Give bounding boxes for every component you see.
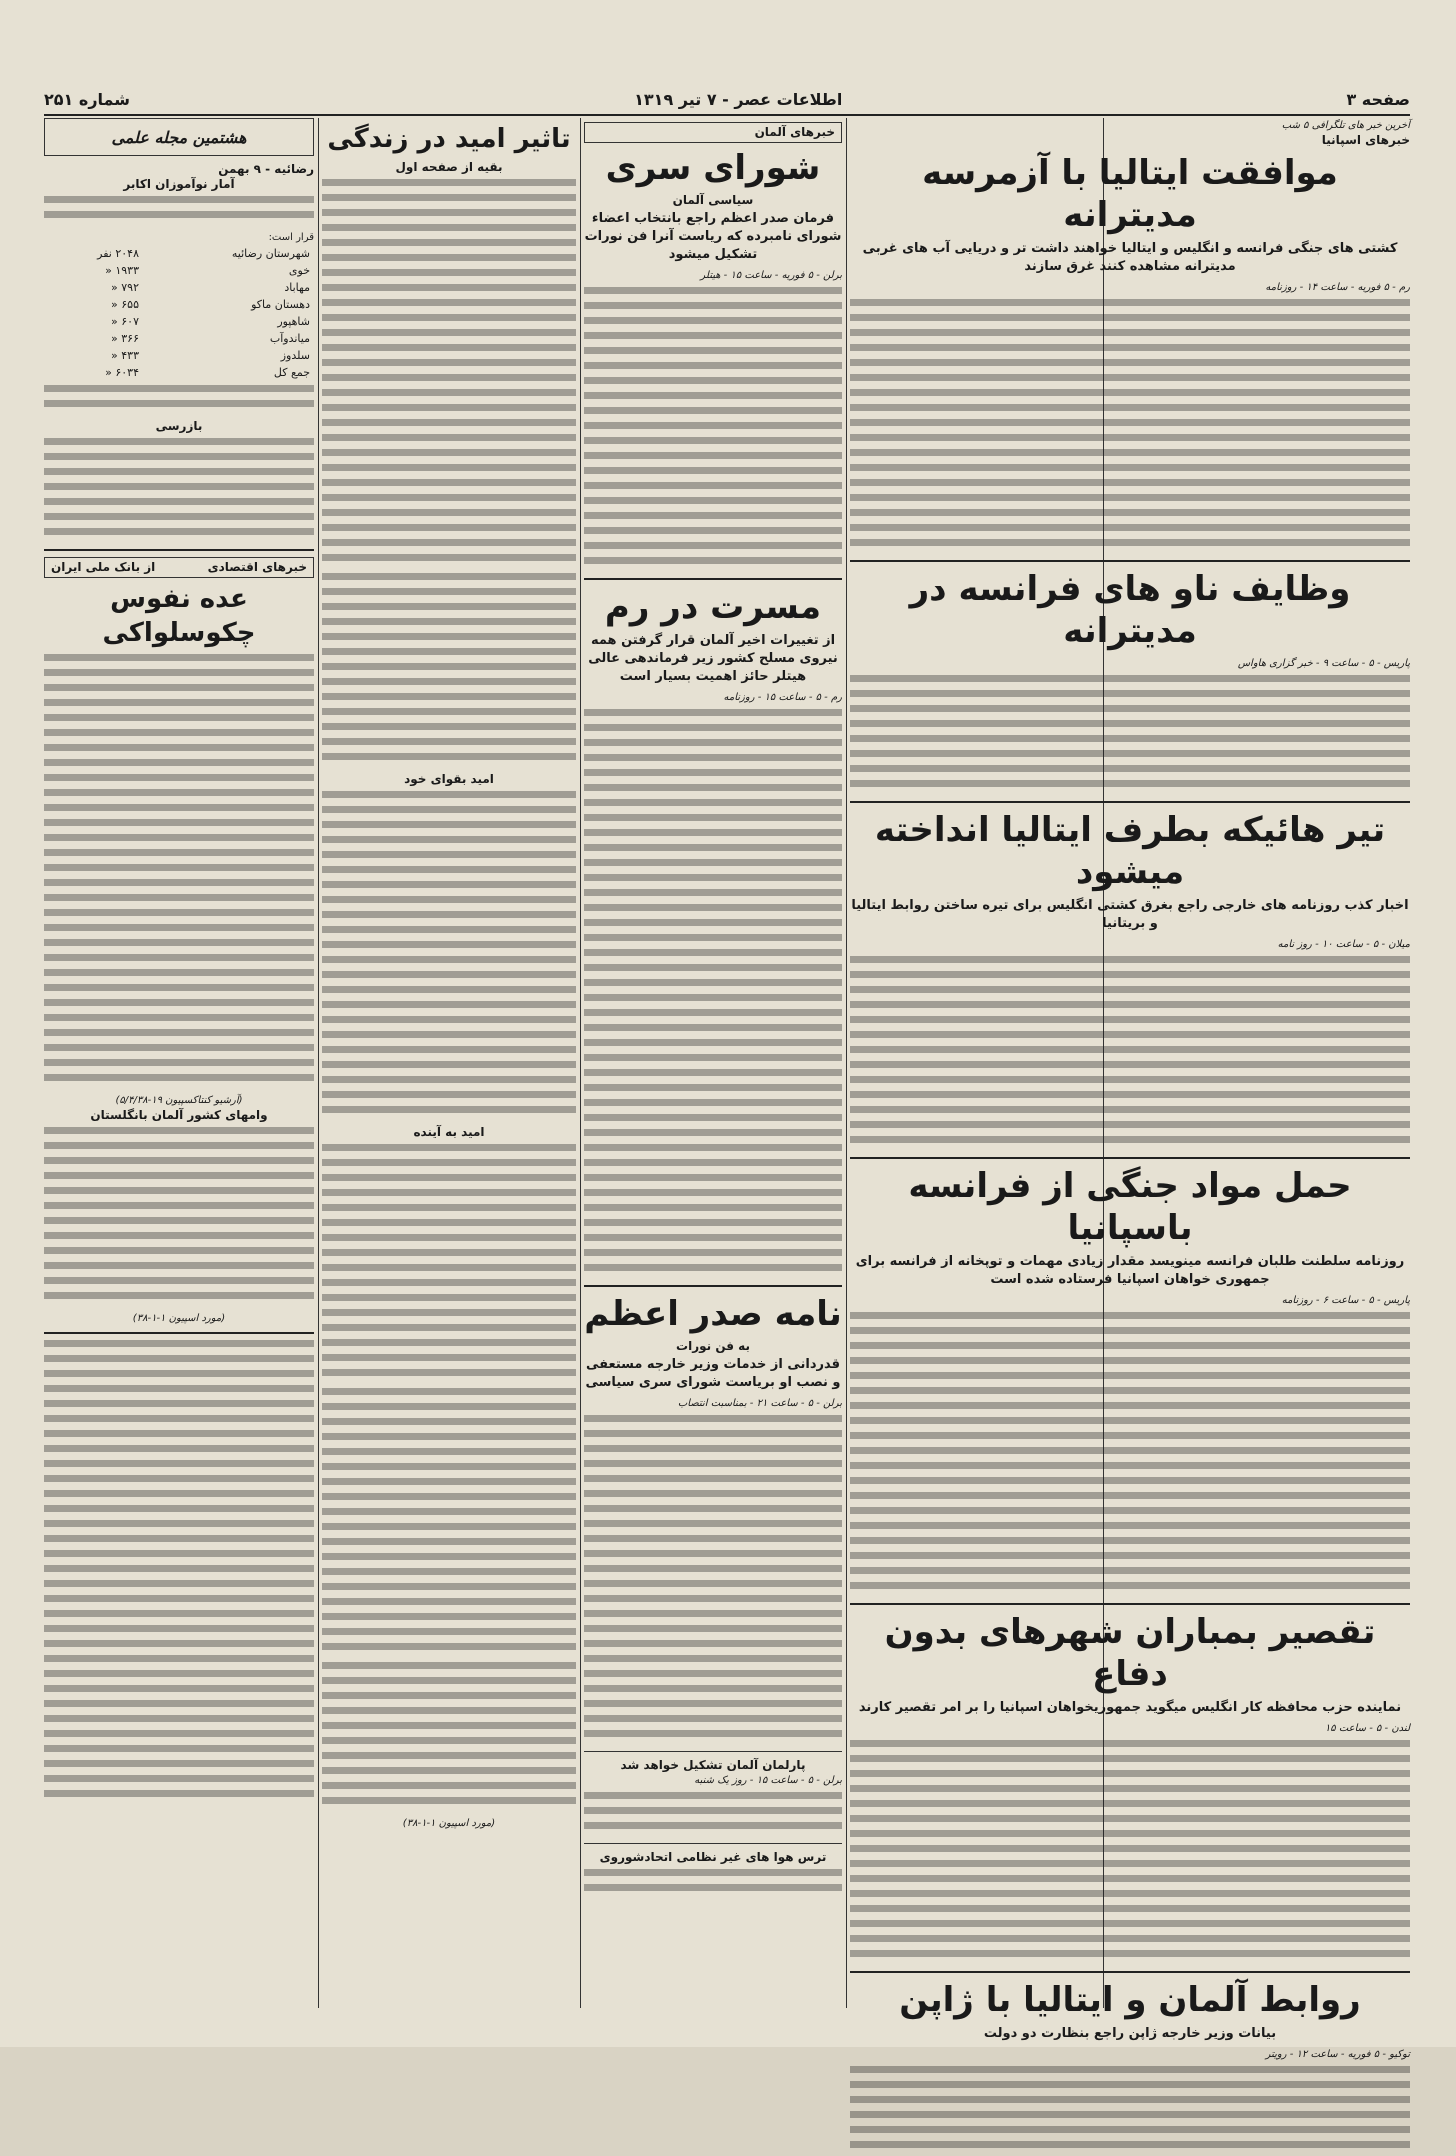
dateline: پاریس - ۵ - ساعت ۹ - خبر گزاری هاواس — [1237, 658, 1410, 669]
section-tab — [44, 557, 314, 578]
article-body — [584, 1415, 842, 1745]
deck: بیانات وزیر خارجه ژاپن راجع بنظارت دو دولت — [983, 2026, 1277, 2041]
headline: شورای سری — [605, 148, 821, 188]
article-body — [850, 299, 1410, 554]
poem-block — [322, 1388, 576, 1658]
deck: نماینده حزب محافظه کار انگلیس میگوید جمهوریخواهان اسپانیا را بر امر تقصیر کارند — [858, 1700, 1402, 1715]
headline: تیر هائیکه بطرف ایتالیا انداخته میشود — [874, 810, 1386, 892]
article-body — [44, 196, 314, 226]
column-1 — [850, 118, 1410, 2060]
dateline: برلن - ۵ - ساعت ۱۵ - روز یک شنبه — [694, 1775, 842, 1786]
article-body — [44, 1127, 314, 1307]
article-body — [44, 385, 314, 415]
page-header — [44, 84, 1410, 116]
kicker: به فن نورات — [676, 1339, 750, 1353]
subheadline: پارلمان آلمان تشکیل خواهد شد — [620, 1758, 806, 1772]
deck: فرمان صدر اعظم راجع بانتخاب اعضاء شورای نامبرده که ریاست آنرا فن نورات تشکیل میشود — [584, 211, 842, 262]
source-note: (آرشیو کنتاکسپیون ۱۹-۵/۴/۳۸) — [115, 1095, 243, 1106]
section-label: خبرهای آلمان — [754, 125, 835, 139]
section-tab — [584, 122, 842, 143]
article-body — [584, 1792, 842, 1837]
table-row: شاهپور ۶۰۷ « — [111, 315, 310, 328]
headline: وظایف ناو های فرانسه در مدیترانه — [909, 569, 1351, 651]
article-body — [584, 1869, 842, 1899]
headline: روابط آلمان و ایتالیا با ژاپن — [899, 1980, 1361, 2020]
table-row: میاندوآب ۳۶۶ « — [111, 332, 310, 345]
headline: حمل مواد جنگی از فرانسه باسپانیا — [908, 1166, 1352, 1248]
item-title: رضائیه - ۹ بهمن — [218, 162, 314, 176]
dateline: رم - ۵ - ساعت ۱۵ - روزنامه — [723, 692, 842, 703]
section-label: از بانک ملی ایران — [51, 560, 156, 574]
source-note: (مورد اسپیون ۱-۱-۳۸) — [402, 1818, 496, 1829]
column-2 — [584, 118, 842, 2008]
item-subtitle: آمار نوآموزان اکابر — [123, 177, 235, 191]
dateline: رم - ۵ فوریه - ساعت ۱۴ - روزنامه — [1265, 282, 1410, 293]
article-body — [850, 1312, 1410, 1597]
article-body — [850, 2066, 1410, 2156]
subheadline: امید به آینده — [413, 1125, 485, 1139]
section-label: خبرهای اقتصادی — [207, 560, 307, 574]
dateline: میلان - ۵ - ساعت ۱۰ - روز نامه — [1277, 939, 1410, 950]
headline: موافقت ایتالیا با آزمرسه مدیترانه — [922, 153, 1338, 235]
deck: کشتی های جنگی فرانسه و انگلیس و ایتالیا خواهند داشت تر و دریایی آب های غربی مدیترانه مشاهده کنند غرق سازند — [862, 241, 1398, 274]
section-label: خبرهای اسپانیا — [1321, 133, 1410, 147]
dateline: توکیو - ۵ فوریه - ساعت ۱۲ - رویتر — [1265, 2049, 1410, 2060]
article-body — [584, 287, 842, 572]
poem-block — [322, 573, 576, 768]
column-3 — [322, 118, 576, 2008]
table-row: خوی ۱۹۳۳ « — [105, 264, 310, 277]
article-body — [850, 675, 1410, 795]
article-body — [322, 1144, 576, 1384]
item-title: بازرسی — [155, 419, 203, 433]
kicker: سیاسی آلمان — [672, 193, 754, 207]
subheadline: وامهای کشور آلمان بانگلستان — [90, 1108, 268, 1122]
dateline: لندن - ۵ - ساعت ۱۵ — [1324, 1723, 1410, 1734]
dateline: پاریس - ۵ - ساعت ۶ - روزنامه — [1281, 1295, 1410, 1306]
deck: روزنامه سلطنت طلبان فرانسه مینویسد مقدار زیادی مهمات و توپخانه از فرانسه برای جمهوری خواهان اسپانیا فرستاده شده است — [855, 1254, 1405, 1287]
dateline: برلن - ۵ - ساعت ۲۱ - بمناسبت انتصاب — [677, 1398, 842, 1409]
column-masthead: هشتمین مجله علمی — [44, 118, 314, 156]
source-note: (مورد اسپیون ۱-۱-۳۸) — [132, 1313, 226, 1324]
headline: تاثیر امید در زندگی — [327, 124, 571, 154]
article-body — [850, 1740, 1410, 1965]
headline: نامه صدر اعظم — [584, 1294, 842, 1334]
article-body — [850, 956, 1410, 1151]
table-row: شهرستان رضائیه ۲۰۴۸ نفر — [97, 247, 310, 260]
page-label: صفحه ۳ — [1346, 89, 1410, 109]
deck: قدردانی از خدمات وزیر خارجه مستعفی و نصب او بریاست شورای سری سیاسی — [585, 1357, 841, 1390]
headline: عده نفوس چکوسلواکی — [102, 584, 256, 648]
footer-note: ترس هوا های غیر نظامی اتحادشوروی — [599, 1850, 827, 1864]
dateline: برلن - ۵ فوریه - ساعت ۱۵ - هیتلر — [700, 270, 842, 281]
article-body — [322, 179, 576, 569]
article-body — [44, 654, 314, 1089]
stats-title: قرار است: — [268, 232, 314, 243]
article-body — [322, 791, 576, 1121]
article-body — [322, 1662, 576, 1812]
continued-label: بقیه از صفحه اول — [395, 160, 503, 174]
stats-table — [44, 245, 314, 381]
article-body — [44, 438, 314, 543]
issue-number: شماره ۲۵۱ — [44, 89, 131, 109]
table-row: مهاباد ۷۹۲ « — [111, 281, 310, 294]
table-row: دهستان ماکو ۶۵۵ « — [111, 298, 310, 311]
deck: از تغییرات اخیر آلمان قرار گرفتن همه نیروی مسلح کشور زیر فرماندهی عالی هیتلر حائز اهمیت بسیار است — [588, 633, 838, 684]
article-body — [584, 709, 842, 1279]
headline: تقصیر بمباران شهرهای بدون دفاع — [884, 1612, 1376, 1694]
headline: مسرت در رم — [604, 587, 822, 627]
table-row: سلدوز ۴۳۳ « — [111, 349, 310, 362]
top-label: آخرین خبر های تلگرافی ۵ شب — [1281, 120, 1410, 131]
paper-date: اطلاعات عصر - ۷ تیر ۱۳۱۹ — [634, 89, 843, 109]
deck: اخبار کذب روزنامه های خارجی راجع بغرق کشتی انگلیس برای تیره ساختن روابط ایتالیا و بریتانیا — [851, 898, 1409, 931]
table-row: جمع کل ۶۰۳۴ « — [105, 366, 310, 379]
article-body — [44, 1340, 314, 1805]
column-4 — [44, 118, 314, 2008]
subheadline: امید بقوای خود — [404, 772, 494, 786]
